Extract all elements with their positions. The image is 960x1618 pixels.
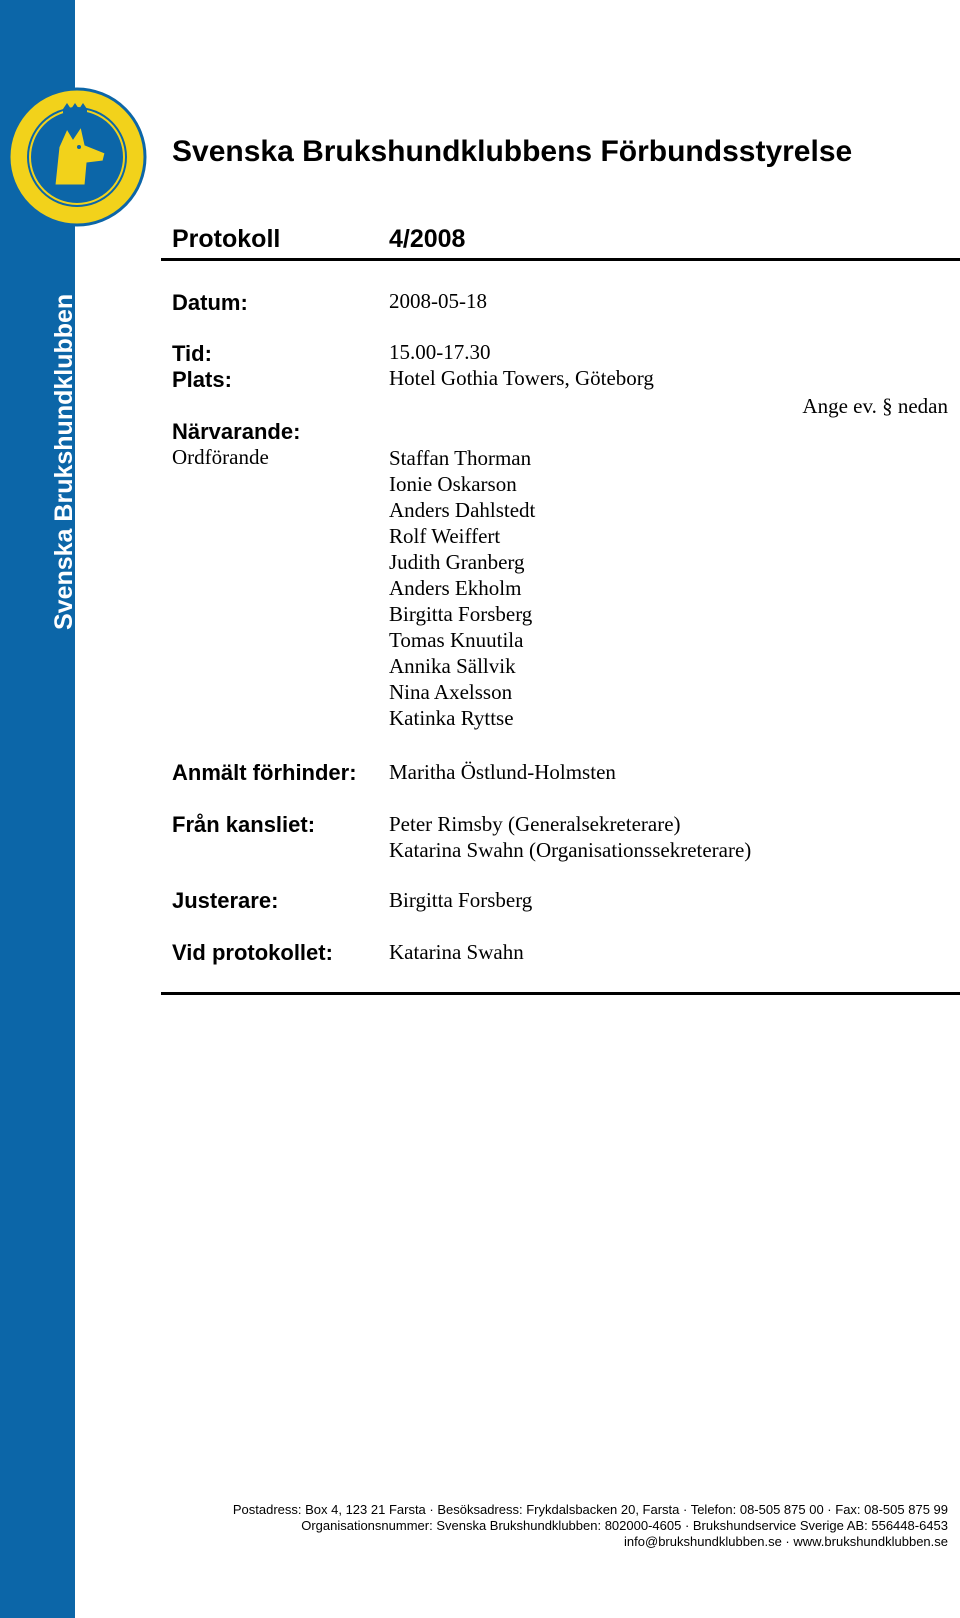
place-label: Plats: bbox=[172, 367, 232, 392]
attendee: Judith Granberg bbox=[389, 550, 525, 574]
attendee: Tomas Knuutila bbox=[389, 628, 524, 652]
attendee: Nina Axelsson bbox=[389, 680, 513, 704]
office-value-2: Katarina Swahn (Organisationssekreterare) bbox=[389, 838, 752, 862]
absent-value: Maritha Östlund-Holmsten bbox=[389, 760, 616, 784]
footer-contact: info@brukshundklubben.se · www.brukshundklubben.se bbox=[624, 1534, 948, 1549]
footer bbox=[233, 1502, 948, 1550]
footer-divider bbox=[161, 992, 960, 995]
office-value-1: Peter Rimsby (Generalsekreterare) bbox=[389, 812, 681, 836]
sidebar bbox=[0, 0, 78, 1618]
footer-org-number: Organisationsnummer: Svenska Brukshundklubben: 802000-4605 · Brukshundservice Sverige AB: 556448-6453 bbox=[301, 1518, 948, 1533]
time-value: 15.00-17.30 bbox=[389, 340, 491, 364]
attendee: Anders Dahlstedt bbox=[389, 498, 536, 522]
date-label: Datum: bbox=[172, 290, 248, 315]
date-value: 2008-05-18 bbox=[389, 289, 487, 313]
office-label: Från kansliet: bbox=[172, 812, 316, 837]
attendee: Staffan Thorman bbox=[389, 446, 532, 470]
club-logo-icon bbox=[7, 87, 147, 227]
attendee: Rolf Weiffert bbox=[389, 524, 501, 548]
section-note: Ange ev. § nedan bbox=[802, 394, 948, 418]
attendee: Annika Sällvik bbox=[389, 654, 516, 678]
adjuster-label: Justerare: bbox=[172, 888, 279, 913]
sidebar-vertical-title: Svenska Brukshundklubben bbox=[50, 293, 78, 630]
secretary-label: Vid protokollet: bbox=[172, 940, 333, 965]
attendee-list bbox=[389, 445, 535, 731]
time-label: Tid: bbox=[172, 341, 212, 366]
attendee: Birgitta Forsberg bbox=[389, 602, 533, 626]
attendee: Katinka Ryttse bbox=[389, 706, 514, 730]
attendee: Ionie Oskarson bbox=[389, 472, 517, 496]
chair-label: Ordförande bbox=[172, 445, 269, 469]
protocol-number: 4/2008 bbox=[389, 225, 466, 253]
header-divider bbox=[161, 258, 960, 261]
attendee: Anders Ekholm bbox=[389, 576, 522, 600]
secretary-value: Katarina Swahn bbox=[389, 940, 524, 964]
adjuster-value: Birgitta Forsberg bbox=[389, 888, 533, 912]
present-label: Närvarande: bbox=[172, 419, 301, 444]
page-title: Svenska Brukshundklubbens Förbundsstyrelse bbox=[172, 135, 853, 168]
place-value: Hotel Gothia Towers, Göteborg bbox=[389, 366, 654, 390]
protocol-label: Protokoll bbox=[172, 225, 281, 253]
absent-label: Anmält förhinder: bbox=[172, 760, 357, 785]
footer-address: Postadress: Box 4, 123 21 Farsta · Besöksadress: Frykdalsbacken 20, Farsta · Telefon: 08-505 875 00 · Fax: 08-505 875 99 bbox=[232, 1502, 948, 1517]
